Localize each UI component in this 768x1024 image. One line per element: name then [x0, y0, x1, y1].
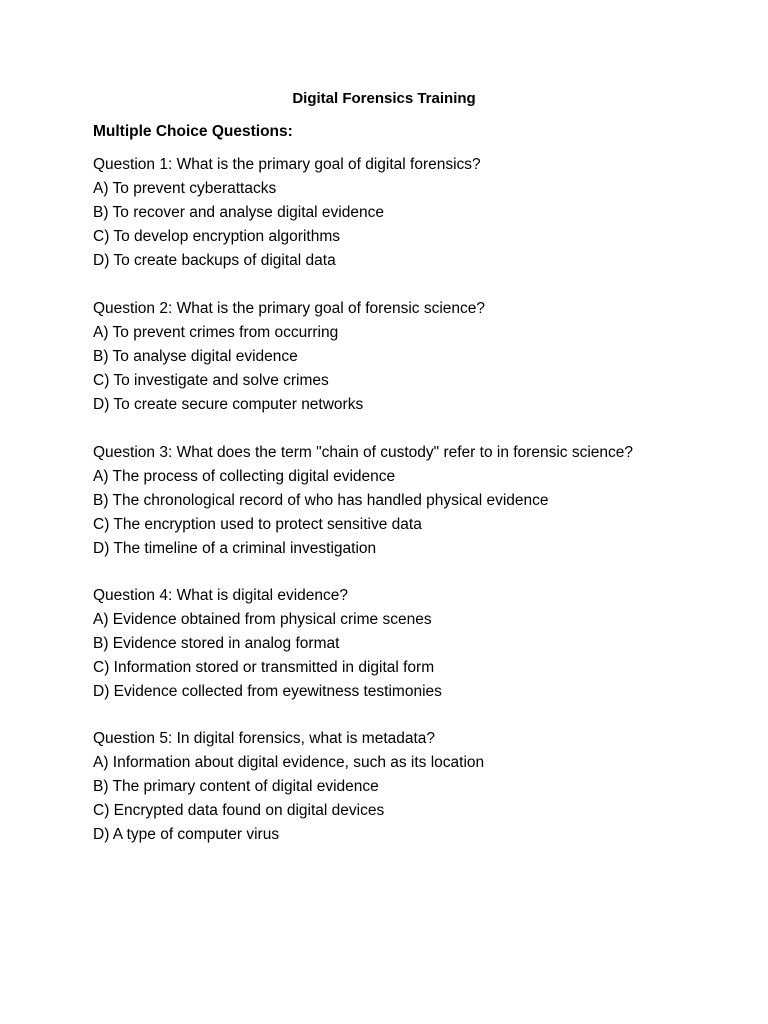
- question-text: Question 4: What is digital evidence?: [93, 587, 349, 604]
- option-b: B) Evidence stored in analog format: [93, 635, 340, 652]
- question-block-3: [93, 441, 733, 561]
- question-block-4: [93, 584, 733, 704]
- question-block-1: [93, 153, 733, 273]
- option-c: C) To investigate and solve crimes: [93, 372, 329, 389]
- option-c: C) Information stored or transmitted in digital form: [93, 659, 435, 676]
- option-a: A) To prevent crimes from occurring: [93, 324, 339, 341]
- option-b: B) To analyse digital evidence: [93, 348, 298, 365]
- option-b: B) The chronological record of who has handled physical evidence: [93, 492, 549, 509]
- option-d: D) A type of computer virus: [93, 826, 280, 843]
- document-title: Digital Forensics Training: [292, 90, 476, 107]
- option-d: D) To create secure computer networks: [93, 396, 364, 413]
- option-d: D) To create backups of digital data: [93, 252, 336, 269]
- option-c: C) The encryption used to protect sensitive data: [93, 516, 422, 533]
- option-a: A) The process of collecting digital evidence: [93, 468, 396, 485]
- option-d: D) Evidence collected from eyewitness testimonies: [93, 683, 442, 700]
- option-c: C) Encrypted data found on digital devices: [93, 802, 385, 819]
- option-d: D) The timeline of a criminal investigation: [93, 540, 377, 557]
- option-a: A) To prevent cyberattacks: [93, 180, 277, 197]
- option-a: A) Information about digital evidence, such as its location: [93, 754, 485, 771]
- question-text: Question 3: What does the term "chain of custody" refer to in forensic science?: [93, 444, 633, 461]
- option-b: B) To recover and analyse digital evidence: [93, 204, 384, 221]
- question-text: Question 1: What is the primary goal of digital forensics?: [93, 156, 481, 173]
- option-b: B) The primary content of digital evidence: [93, 778, 379, 795]
- question-text: Question 5: In digital forensics, what is metadata?: [93, 730, 436, 747]
- option-a: A) Evidence obtained from physical crime scenes: [93, 611, 432, 628]
- question-text: Question 2: What is the primary goal of forensic science?: [93, 300, 485, 317]
- question-block-2: [93, 297, 733, 417]
- question-block-5: [93, 727, 733, 847]
- section-heading: Multiple Choice Questions:: [93, 123, 293, 140]
- option-c: C) To develop encryption algorithms: [93, 228, 340, 245]
